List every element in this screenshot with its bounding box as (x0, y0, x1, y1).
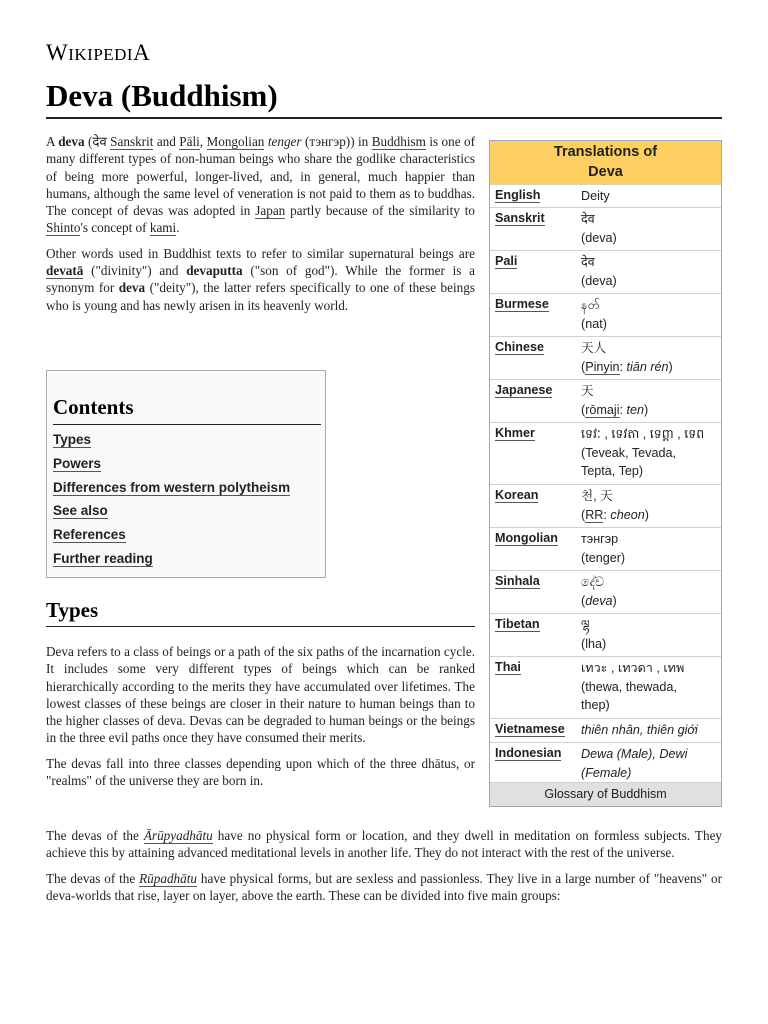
link-buddhism[interactable]: Buddhism (371, 134, 426, 149)
infobox-value-line: 天 (581, 384, 594, 398)
infobox-value (581, 659, 719, 715)
infobox-label[interactable]: English (495, 188, 541, 202)
infobox-header (490, 141, 721, 184)
term-deva-2: deva (118, 280, 146, 296)
logo-letter: W (46, 40, 69, 65)
term-deva: deva (58, 134, 85, 149)
title-divider (46, 117, 722, 119)
infobox-label[interactable]: Sinhala (495, 574, 540, 588)
romanization-link[interactable]: Pinyin (585, 359, 620, 374)
infobox-value (581, 745, 719, 782)
infobox-label[interactable]: Mongolian (495, 531, 558, 545)
infobox-row-chinese (490, 336, 721, 379)
infobox-value-line: (deva) (581, 273, 617, 288)
infobox-value-line: දේව (581, 575, 605, 589)
infobox-row-korean (490, 484, 721, 527)
toc-item-powers[interactable]: Powers (53, 455, 102, 471)
infobox-row-japanese (490, 379, 721, 422)
logo-letter-end: A (133, 40, 151, 65)
infobox-label[interactable]: Khmer (495, 426, 535, 440)
link-mongolian[interactable]: Mongolian (206, 134, 265, 149)
section-heading-types: Types (46, 598, 99, 622)
romanization-link[interactable]: rōmaji (585, 402, 620, 417)
infobox-value (581, 253, 719, 290)
infobox-label[interactable]: Chinese (495, 340, 544, 354)
types-paragraph-2: The devas fall into three classes depending upon which of the three dhātus, or "realms" of the universe they are born in. (46, 755, 475, 789)
toc-item-types[interactable]: Types (53, 432, 92, 447)
infobox-title-line-2: Deva (588, 164, 623, 180)
devanagari-text: देव (92, 134, 107, 149)
link-devata[interactable]: devatā (46, 263, 84, 279)
infobox-label[interactable]: Korean (495, 488, 539, 502)
types-continued (46, 827, 722, 904)
glossary-link[interactable]: Glossary of Buddhism (490, 782, 721, 806)
wikipedia-logo[interactable] (46, 40, 150, 66)
infobox-label[interactable]: Sanskrit (495, 211, 545, 225)
infobox-value (581, 616, 719, 653)
infobox-value-line: (Teveak, Tevada, (581, 445, 676, 460)
infobox-value-line: (Female) (581, 765, 632, 780)
infobox-row-pali (490, 250, 721, 293)
infobox-value-line: (deva) (581, 230, 617, 245)
infobox-value-line: (tenger) (581, 550, 626, 565)
infobox-value-line: thiên nhân, thiên giới (581, 723, 698, 737)
infobox-row-indonesian (490, 742, 721, 785)
translations-infobox (489, 140, 722, 807)
link-sanskrit[interactable]: Sanskrit (110, 134, 154, 149)
toc-list (53, 430, 290, 573)
infobox-label[interactable]: Tibetan (495, 617, 540, 631)
infobox-value-line: ទេវៈ , ទេវតា , ទេព្ដា , ទេព (581, 427, 705, 441)
infobox-value (581, 530, 719, 567)
infobox-value (581, 721, 719, 740)
infobox-label[interactable]: Pali (495, 254, 518, 268)
romanization-link[interactable]: RR (585, 507, 604, 522)
infobox-romanization: (rōmaji: ten) (581, 402, 649, 417)
infobox-row-mongolian (490, 527, 721, 570)
page-title: Deva (Buddhism) (46, 78, 278, 113)
infobox-value (581, 573, 719, 610)
table-of-contents (46, 370, 326, 578)
intro-paragraph-1: A deva (देव Sanskrit and Pāli, Mongolian tenger (тэнгэр)) in Buddhism is one of many different types of non-human beings who share the godlike characteristics of being more powerful, longer-lived, and, in general, much happier than humans, although the same level of veneration is not paid to them as to buddhas. The concept of devas was adopted in Japan partly because of the similarity to Shinto's concept of kami. (46, 134, 475, 236)
infobox-value-line: देव (581, 212, 595, 226)
infobox-romanization: (RR: cheon) (581, 507, 649, 522)
infobox-value (581, 339, 719, 376)
infobox-value-line: thep) (581, 698, 610, 713)
infobox-value (581, 425, 719, 481)
link-shinto[interactable]: Shinto (46, 220, 81, 236)
toc-divider (53, 424, 321, 425)
infobox-value-line: 천, 天 (581, 489, 613, 503)
infobox-row-english (490, 184, 721, 207)
link-pali[interactable]: Pāli (179, 134, 200, 149)
section-divider (46, 626, 475, 627)
link-japan[interactable]: Japan (255, 203, 286, 219)
infobox-value (581, 382, 719, 419)
types-paragraph-1: Deva refers to a class of beings or a path of the six paths of the incarnation cycle. It includes some very different types of beings which can be ranked hierarchically according to the merits they have accumulated over lifetimes. The lowest classes of these beings are closer in their nature to human beings than to the higher classes of deva. Devas can be degraded to human beings or the beings in the three evil paths once they have consumed their merits. (46, 644, 475, 746)
infobox-row-khmer (490, 422, 721, 484)
intro-paragraph-2: Other words used in Buddhist texts to refer to similar supernatural beings are devatā ("divinity") and devaputta ("son of god"). While the former is a synonym for deva ("deity"), the latter refers specifically to one of these beings who is young and has newly arisen in its heavenly world. (46, 245, 475, 313)
infobox-rows (490, 184, 721, 785)
infobox-value-line: Dewa (Male), Dewi (581, 747, 688, 761)
infobox-row-vietnamese (490, 718, 721, 742)
infobox-value-line: Tepta, Tep) (581, 464, 644, 479)
term-devaputta: devaputta (186, 263, 243, 279)
infobox-label[interactable]: Thai (495, 660, 521, 674)
infobox-value-line: ལྷ (581, 618, 590, 632)
infobox-label[interactable]: Vietnamese (495, 722, 565, 736)
infobox-value-line: 天人 (581, 341, 607, 355)
infobox-value-line: เทวะ , เทวดา , เทพ (581, 661, 685, 675)
infobox-label[interactable]: Japanese (495, 383, 553, 397)
infobox-value-line: နတ် (581, 298, 600, 312)
infobox-romanization: (deva) (581, 593, 617, 608)
term-tenger: tenger (267, 134, 302, 149)
types-section (46, 643, 475, 789)
infobox-value-line: देव (581, 255, 595, 269)
infobox-value (581, 210, 719, 247)
types-paragraph-4: The devas of the Rūpadhātu have physical forms, but are sexless and passionless. They live in a large number of "heavens" or deva-worlds that rise, layer on layer, above the earth. These can be divided into five main groups: (46, 870, 722, 903)
infobox-row-sinhala (490, 570, 721, 613)
infobox-row-burmese (490, 293, 721, 336)
infobox-title-line-1: Translations of (553, 144, 658, 160)
types-paragraph-3: The devas of the Ārūpyadhātu have no physical form or location, and they dwell in meditation on formless subjects. They achieve this by attaining advanced meditational levels in another life. They do not interact with the rest of the universe. (46, 828, 723, 861)
infobox-value (581, 296, 719, 333)
link-kami[interactable]: kami (149, 220, 177, 236)
infobox-romanization: (Pinyin: tiān rén) (581, 359, 673, 374)
infobox-value-line: (lha) (581, 636, 607, 651)
infobox-value (581, 487, 719, 524)
infobox-value-line: (nat) (581, 316, 607, 331)
infobox-value (581, 187, 719, 206)
link-rupadhatu[interactable]: Rūpadhātu (139, 870, 197, 886)
toc-item-references[interactable]: References (53, 527, 126, 543)
infobox-row-tibetan (490, 613, 721, 656)
infobox-row-thai (490, 656, 721, 718)
toc-item-see-also[interactable]: See also (53, 503, 108, 519)
infobox-value-line: тэнгэр (581, 532, 619, 546)
infobox-value-line: (thewa, thewada, (581, 679, 677, 694)
logo-letters: IKIPEDI (68, 45, 134, 64)
toc-title: Contents (53, 395, 134, 419)
infobox-label[interactable]: Indonesian (495, 746, 562, 760)
toc-item-differences[interactable]: Differences from western polytheism (53, 479, 291, 495)
intro-section (46, 133, 475, 314)
link-arupyadhatu[interactable]: Ārūpyadhātu (143, 828, 213, 843)
infobox-value-line: Deity (581, 189, 610, 203)
toc-item-further-reading[interactable]: Further reading (53, 550, 153, 566)
infobox-label[interactable]: Burmese (495, 297, 549, 311)
infobox-row-sanskrit (490, 207, 721, 250)
